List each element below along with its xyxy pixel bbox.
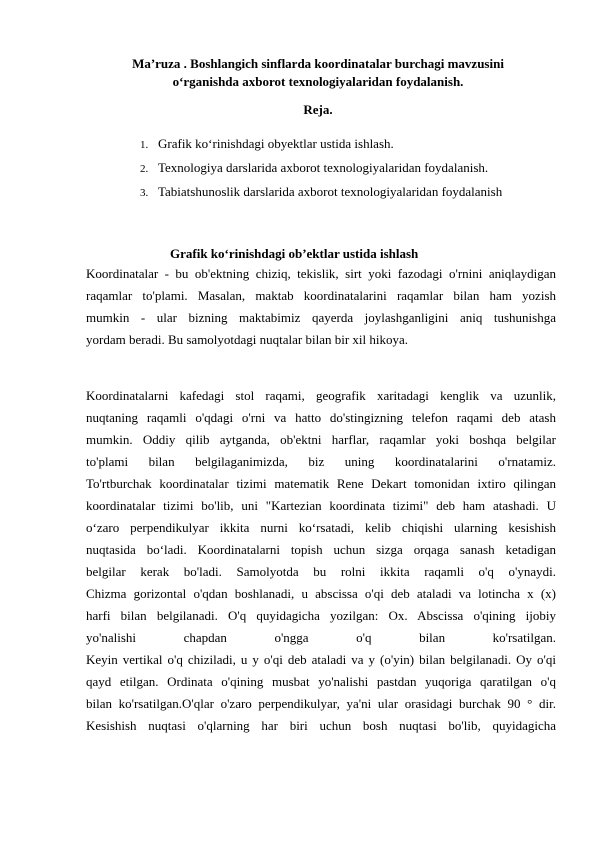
plan-item-text: Texnologiya darslarida axborot texnologiyalaridan foydalanish. — [158, 160, 489, 175]
paragraph-line: mumkin - ular bizning maktabimiz qayerda joylashganligini aniq tushunishga — [86, 310, 556, 325]
paragraph-line: Koordinatalarni kafedagi stol raqami, geografik xaritadagi kenglik va uzunlik, — [86, 388, 556, 403]
paragraph-2 — [86, 385, 556, 737]
paragraph-line: belgilar kerak bo'ladi. Samolyotda bu rolni ikkita raqamli o'q o'ynaydi. — [86, 564, 556, 579]
section-heading: Grafik ko‘rinishdagi ob’ektlar ustida ishlash — [170, 246, 419, 261]
paragraph-line: harfi bilan belgilanadi. O'q quyidagicha yozilgan: Ox. Abscissa o'qining ijobiy — [86, 608, 556, 623]
paragraph-line: yordam beradi. Bu samolyotdagi nuqtalar bilan bir xil hikoya. — [86, 332, 409, 347]
plan-item — [140, 180, 570, 204]
paragraph-line: to'plami bilan belgilaganimizda, biz uning koordinatalarini o'rnatamiz. — [86, 454, 556, 469]
title-line-2: o‘rganishda axborot texnologiyalaridan foydalanish. — [172, 74, 464, 89]
document-title — [70, 55, 566, 91]
paragraph-line: yo'nalishi chapdan o'ngga o'q bilan ko'rsatilgan. — [86, 630, 556, 645]
paragraph-line: mumkin. Oddiy qilib aytganda, ob'ektni harflar, raqamlar yoki boshqa belgilar — [86, 432, 556, 447]
paragraph-line: To'rtburchak koordinatalar tizimi matematik Rene Dekart tomonidan ixtiro qilingan — [86, 476, 556, 491]
plan-item — [140, 132, 570, 156]
plan-item-text: Tabiatshunoslik darslarida axborot texnologiyalaridan foydalanish — [158, 184, 503, 199]
paragraph-line: Koordinatalar - bu ob'ektning chiziq, tekislik, sirt yoki fazodagi o'rnini aniqlaydigan — [86, 266, 556, 281]
plan-item — [140, 156, 570, 180]
plan-item-text: Grafik ko‘rinishdagi obyektlar ustida ishlash. — [158, 136, 394, 151]
paragraph-line: qayd etilgan. Ordinata o'qining musbat yo'nalishi pastdan yuqoriga qaratilgan o'q — [86, 674, 556, 689]
paragraph-line: Kesishish nuqtasi o'qlarning har biri uchun bosh nuqtasi bo'lib, quyidagicha — [86, 718, 556, 733]
plan-item-number: 2. — [140, 163, 149, 175]
plan-list — [140, 132, 570, 204]
paragraph-line: nuqtaning raqamli o'qdagi o'rni va hatto do'stingizning telefon raqami deb atash — [86, 410, 556, 425]
paragraph-line: Chizma gorizontal o'qdan boshlanadi, u abscissa o'qi deb ataladi va lotincha x (x) — [86, 586, 556, 601]
paragraph-line: nuqtasida bo‘ladi. Koordinatalarni topish uchun sizga orqaga sanash ketadigan — [86, 542, 556, 557]
paragraph-1 — [86, 263, 556, 351]
paragraph-line: raqamlar to'plami. Masalan, maktab koordinatalarini raqamlar bilan ham yozish — [86, 288, 556, 303]
paragraph-line: koordinatalar tizimi bo'lib, uni "Kartezian koordinata tizimi" deb ham atashadi. U — [86, 498, 556, 513]
paragraph-line: bilan ko'rsatilgan.O'qlar o'zaro perpendikulyar, ya'ni ular orasidagi burchak 90 ° dir. — [86, 696, 556, 711]
title-line-1: Ma’ruza . Boshlangich sinflarda koordinatalar burchagi mavzusini — [132, 56, 504, 71]
plan-item-number: 3. — [140, 187, 149, 199]
plan-item-number: 1. — [140, 139, 149, 151]
paragraph-line: Keyin vertikal o'q chiziladi, u y o'qi deb ataladi va y (o'yin) bilan belgilanadi. Oy o'qi — [86, 652, 556, 667]
paragraph-line: o‘zaro perpendikulyar ikkita nurni ko‘rsatadi, kelib chiqishi ularning kesishish — [86, 520, 556, 535]
plan-heading: Reja. — [303, 102, 333, 117]
